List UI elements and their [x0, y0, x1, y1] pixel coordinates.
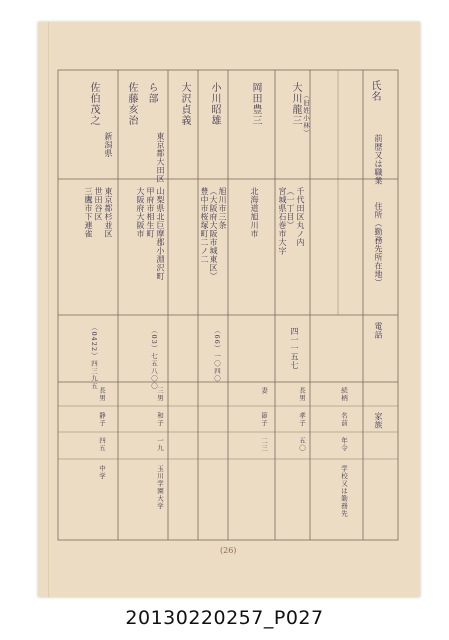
family-school: 中学: [98, 465, 106, 480]
member-name: ら部: [146, 82, 157, 104]
page-number: (26): [220, 546, 237, 555]
member-address-3: 宮城県石巻市大字: [278, 187, 287, 255]
family-relation: 長男: [98, 387, 106, 402]
member-address-3: 三鷹市下連雀: [84, 187, 93, 238]
sub-relation: 続柄: [340, 387, 348, 402]
member-name: 佐伯茂之: [88, 82, 99, 126]
member-address-1: 旭川市三条: [218, 187, 227, 230]
member-name: 大川龍三: [290, 82, 301, 126]
sub-name: 名前: [340, 412, 348, 427]
member-address-1: 山梨県北巨摩郡小淵沢町: [156, 187, 165, 281]
family-relation: 長男: [298, 387, 306, 402]
member-phone: （66）一〇四〇: [213, 327, 221, 383]
family-name: 節子: [260, 412, 268, 427]
member-address-1: 千代田区丸ノ内: [296, 187, 305, 247]
member-name: 岡田豊三: [250, 82, 261, 126]
member-address-1: 東京都杉並区: [104, 187, 113, 238]
member-name: 小川昭雄: [209, 82, 220, 126]
member-address-2: 甲府市相生町: [146, 187, 155, 238]
family-age: 四五: [98, 437, 106, 452]
member-address-2: 世田谷区: [94, 187, 103, 221]
member-address-2: （大阪府大阪市城東区）: [209, 187, 218, 281]
family-school: 玉川学園大学: [156, 465, 164, 510]
family-age: 二三: [260, 437, 268, 452]
member-note: （旧姓小林）: [302, 92, 310, 137]
document-page: [38, 22, 420, 597]
member-name: 佐藤亥治: [126, 82, 137, 126]
member-phone: 四一一五七: [290, 327, 299, 370]
header-family: 家族: [374, 412, 383, 429]
member-phone: （0422）四三九五: [90, 324, 98, 390]
document-id: 20130220257_P027: [125, 607, 324, 629]
member-former: 新潟県: [104, 132, 113, 158]
header-name: 氏名: [369, 80, 380, 102]
member-former: 東京都大田区: [156, 132, 165, 183]
member-address-2: （一丁目）: [286, 187, 295, 230]
family-name: 孝子: [298, 412, 306, 427]
family-name: 和子: [156, 412, 164, 427]
member-address-3: 豊中市桜塚町二ノ二: [200, 187, 209, 264]
member-address-1: 北海道旭川市: [250, 187, 259, 238]
member-address-3: 大阪府大阪市: [136, 187, 145, 238]
member-name: 大沢貞義: [179, 82, 190, 126]
header-former: 前歴又は職業: [374, 134, 383, 185]
sub-school: 学校又は勤務先: [340, 465, 348, 518]
family-relation: 三男: [156, 387, 164, 402]
family-name: 静子: [98, 412, 106, 427]
header-address: 住所（勤務先所在地）: [374, 202, 383, 287]
family-age: 一九: [156, 437, 164, 452]
member-phone: （03）七五八〇〇: [150, 327, 158, 390]
family-age: 五〇: [298, 437, 306, 452]
sub-age: 年令: [340, 437, 348, 452]
header-phone: 電話: [374, 322, 383, 339]
family-relation: 妻: [260, 387, 268, 395]
